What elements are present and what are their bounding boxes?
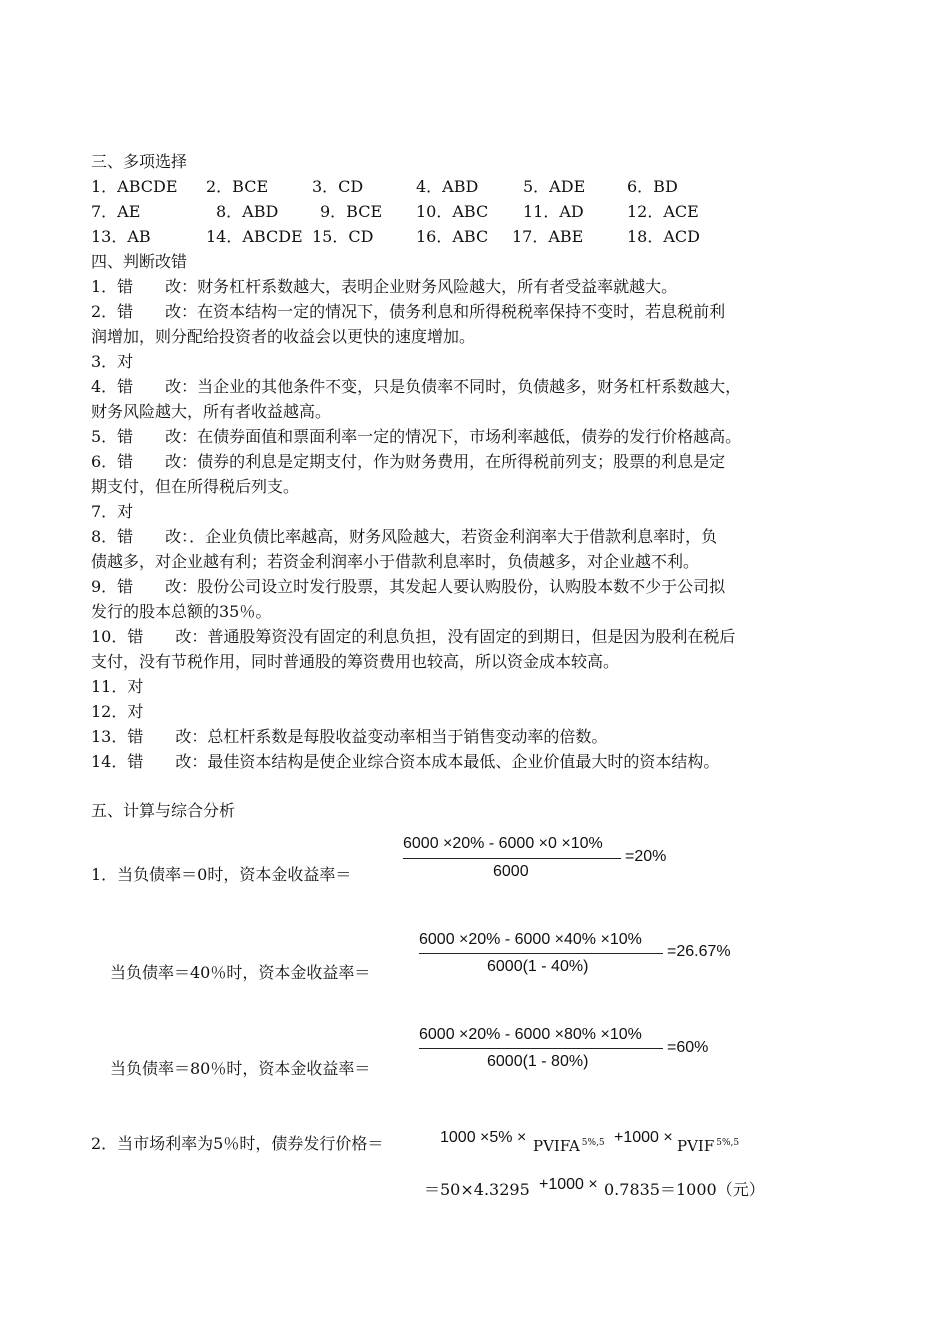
formula-part: +1000 × [614, 1129, 673, 1146]
judge-line: 4．错 改：当企业的其他条件不变，只是负债率不同时，负债越多，财务杠杆系数越大， [91, 377, 742, 396]
answer-item: 6．BD [627, 177, 678, 196]
judge-line: 13．错 改：总杠杆系数是每股收益变动率相当于销售变动率的倍数。 [91, 727, 608, 746]
judge-line: 7．对 [91, 502, 134, 521]
judge-line: 10．错 改：普通股筹资没有固定的利息负担，没有固定的到期日，但是因为股利在税后 [91, 627, 736, 646]
answer-item: 3．CD [312, 177, 364, 196]
judge-line: 债越多，对企业越有利；若资金利润率小于借款利息率时，负债越多，对企业越不利。 [91, 552, 700, 571]
judge-line: 2．错 改：在资本结构一定的情况下，债务利息和所得税税率保持不变时，若息税前利 [91, 302, 726, 321]
answer-item: 5．ADE [523, 177, 586, 196]
judge-line: 3．对 [91, 352, 134, 371]
fraction-bar [419, 953, 663, 954]
fraction-bar [419, 1048, 663, 1049]
answer-item: 16．ABC [416, 227, 489, 246]
answer-item: 11．AD [523, 202, 584, 221]
formula-result: =60% [667, 1039, 709, 1056]
judge-line: 财务风险越大，所有者收益越高。 [91, 402, 332, 421]
section-title-judge: 四、判断改错 [91, 252, 188, 271]
answer-item: 10．ABC [416, 202, 489, 221]
formula-line2-part: 0.7835＝1000（元） [604, 1180, 765, 1199]
judge-line: 发行的股本总额的35％。 [91, 602, 272, 621]
formula-pvif: PVIF $^{5\%,5}$ [677, 1137, 740, 1155]
fraction-bar [403, 858, 621, 859]
section-title-multi-choice: 三、多项选择 [91, 152, 188, 171]
judge-line: 5．错 改：在债券面值和票面利率一定的情况下，市场利率越低，债券的发行价格越高。 [91, 427, 742, 446]
judge-line: 14．错 改：最佳资本结构是使企业综合资本成本最低、企业价值最大时的资本结构。 [91, 752, 720, 771]
formula-denominator: 6000(1 - 40%) [487, 958, 589, 975]
formula-label: 当负债率＝80％时，资本金收益率＝ [110, 1059, 371, 1078]
formula-denominator: 6000 [493, 863, 529, 880]
judge-line: 支付，没有节税作用，同时普通股的筹资费用也较高，所以资金成本较高。 [91, 652, 620, 671]
formula-denominator: 6000(1 - 80%) [487, 1053, 589, 1070]
answer-item: 9．BCE [320, 202, 383, 221]
section-title-calc: 五、计算与综合分析 [91, 801, 236, 820]
judge-line: 11．对 [91, 677, 144, 696]
answer-item: 4．ABD [416, 177, 479, 196]
formula-pvifa: PVIFA $^{5\%,5}$ [533, 1137, 605, 1155]
answer-item: 12．ACE [627, 202, 699, 221]
formula-numerator: 6000 ×20% - 6000 ×40% ×10% [419, 931, 642, 948]
answer-item: 1．ABCDE [91, 177, 178, 196]
judge-line: 12．对 [91, 702, 144, 721]
judge-line: 8．错 改：．企业负债比率越高，财务风险越大，若资金利润率大于借款利息率时，负 [91, 527, 718, 546]
answer-item: 2．BCE [206, 177, 269, 196]
answer-item: 7．AE [91, 202, 141, 221]
answer-item: 8．ABD [216, 202, 279, 221]
judge-line: 1．错 改：财务杠杆系数越大，表明企业财务风险越大，所有者受益率就越大。 [91, 277, 678, 296]
answer-item: 17．ABE [512, 227, 584, 246]
formula-line2-part: ＝50×4.3295 [424, 1180, 530, 1199]
formula-part: 1000 ×5% × [440, 1129, 527, 1146]
formula-label: 2．当市场利率为5％时，债券发行价格＝ [91, 1134, 384, 1153]
formula-label: 1．当负债率＝0时，资本金收益率＝ [91, 865, 352, 884]
formula-result: =26.67% [667, 943, 731, 960]
formula-line2-part: +1000 × [539, 1176, 598, 1193]
judge-line: 6．错 改：债券的利息是定期支付，作为财务费用，在所得税前列支；股票的利息是定 [91, 452, 726, 471]
formula-numerator: 6000 ×20% - 6000 ×80% ×10% [419, 1026, 642, 1043]
formula-result: =20% [625, 848, 667, 865]
answer-item: 18．ACD [627, 227, 700, 246]
judge-line: 9．错 改：股份公司设立时发行股票，其发起人要认购股份，认购股本数不少于公司拟 [91, 577, 726, 596]
answer-item: 15．CD [312, 227, 374, 246]
answer-item: 14．ABCDE [206, 227, 303, 246]
judge-line: 润增加，则分配给投资者的收益会以更快的速度增加。 [91, 327, 476, 346]
formula-label: 当负债率＝40％时，资本金收益率＝ [110, 963, 371, 982]
answer-item: 13．AB [91, 227, 151, 246]
judge-line: 期支付，但在所得税后列支。 [91, 477, 300, 496]
formula-numerator: 6000 ×20% - 6000 ×0 ×10% [403, 835, 603, 852]
